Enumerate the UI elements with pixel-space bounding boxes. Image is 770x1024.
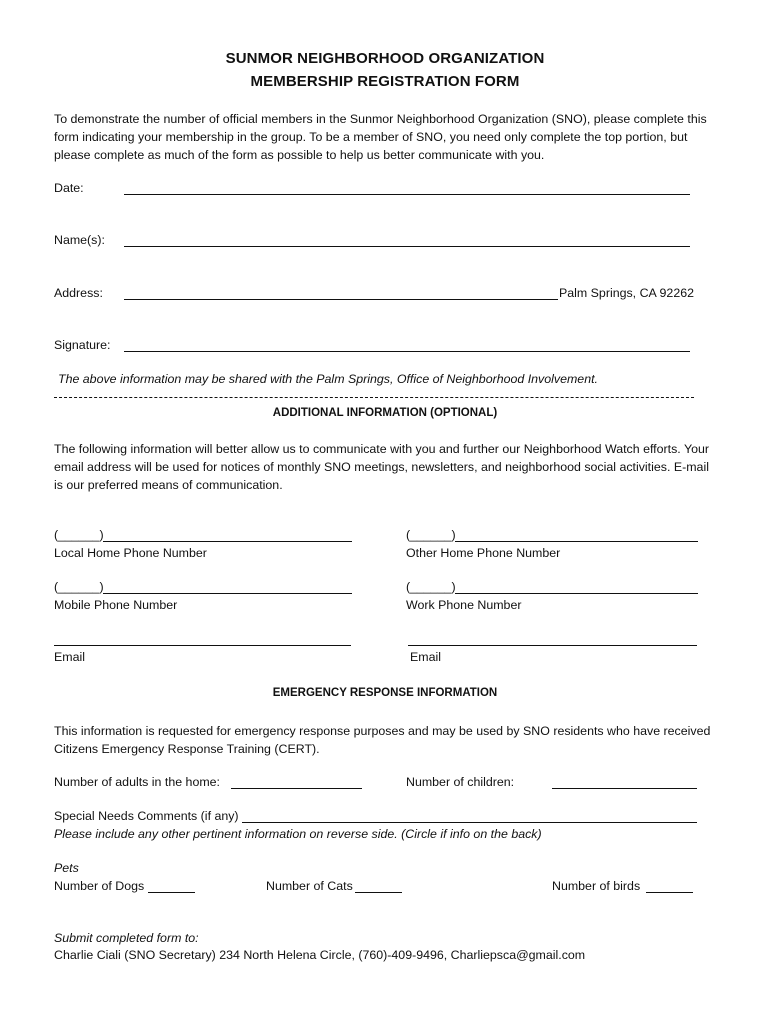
address-label: Address:: [54, 286, 103, 300]
signature-field[interactable]: [124, 351, 690, 352]
mobile-phone-area-code[interactable]: (______): [54, 580, 104, 594]
cats-field[interactable]: [355, 892, 402, 893]
children-field[interactable]: [552, 788, 697, 789]
names-field[interactable]: [124, 246, 690, 247]
form-title-line2: MEMBERSHIP REGISTRATION FORM: [250, 73, 520, 90]
pets-label: Pets: [54, 861, 79, 875]
children-label: Number of children:: [406, 775, 515, 789]
additional-info-heading: ADDITIONAL INFORMATION (OPTIONAL): [272, 407, 498, 419]
date-label: Date:: [54, 181, 84, 195]
birds-field[interactable]: [646, 892, 693, 893]
signature-label: Signature:: [54, 338, 111, 352]
emergency-heading: EMERGENCY RESPONSE INFORMATION: [272, 687, 498, 699]
other-home-phone-label: Other Home Phone Number: [406, 546, 561, 560]
emergency-text: This information is requested for emergency response purposes and may be used by SNO residents who have received Citizens Emergency Response Training (CERT).: [54, 724, 711, 756]
additional-info-text: The following information will better allow us to communicate with you and further our Neighborhood Watch efforts. Your email address will be used for notices of monthly SNO meetings, newsletters, and neighborhood social activities. E-mail is our preferred means of communication.: [54, 442, 709, 492]
intro-paragraph: To demonstrate the number of official members in the Sunmor Neighborhood Organization (SNO), please complete this form indicating your membership in the group. To be a member of SNO, you need only complete the top portion, but please complete as much of the form as possible to help us better communicate with you.: [54, 112, 707, 162]
local-phone-field[interactable]: [103, 541, 352, 542]
submit-contact: Charlie Ciali (SNO Secretary) 234 North Helena Circle, (760)-409-9496, Charliepsca@gmail.com: [54, 948, 586, 962]
names-label: Name(s):: [54, 233, 105, 247]
local-home-phone-label: Local Home Phone Number: [54, 546, 207, 560]
other-phone-area-code[interactable]: (______): [406, 528, 456, 542]
share-note: The above information may be shared with the Palm Springs, Office of Neighborhood Involvement.: [58, 372, 598, 386]
work-phone-label: Work Phone Number: [406, 598, 522, 612]
mobile-phone-field[interactable]: [103, 593, 352, 594]
special-needs-label: Special Needs Comments (if any): [54, 809, 239, 823]
special-needs-field[interactable]: [242, 822, 697, 823]
work-phone-field[interactable]: [455, 593, 698, 594]
dogs-label: Number of Dogs: [54, 879, 145, 893]
adults-label: Number of adults in the home:: [54, 775, 220, 789]
special-needs-note: Please include any other pertinent information on reverse side. (Circle if info on the back): [54, 827, 542, 841]
form-title-line1: SUNMOR NEIGHBORHOOD ORGANIZATION: [225, 50, 545, 67]
email-label-left: Email: [54, 650, 85, 664]
cats-label: Number of Cats: [266, 879, 353, 893]
adults-field[interactable]: [231, 788, 362, 789]
email-label-right: Email: [410, 650, 441, 664]
address-city-suffix: Palm Springs, CA 92262: [559, 286, 694, 300]
submit-label: Submit completed form to:: [54, 931, 199, 945]
section-divider: [54, 397, 694, 398]
mobile-phone-label: Mobile Phone Number: [54, 598, 178, 612]
birds-label: Number of birds: [552, 879, 641, 893]
dogs-field[interactable]: [148, 892, 195, 893]
email-field-left[interactable]: [54, 645, 351, 646]
address-field[interactable]: [124, 299, 558, 300]
other-phone-field[interactable]: [455, 541, 698, 542]
email-field-right[interactable]: [408, 645, 697, 646]
date-field[interactable]: [124, 194, 690, 195]
local-phone-area-code[interactable]: (______): [54, 528, 104, 542]
work-phone-area-code[interactable]: (______): [406, 580, 456, 594]
